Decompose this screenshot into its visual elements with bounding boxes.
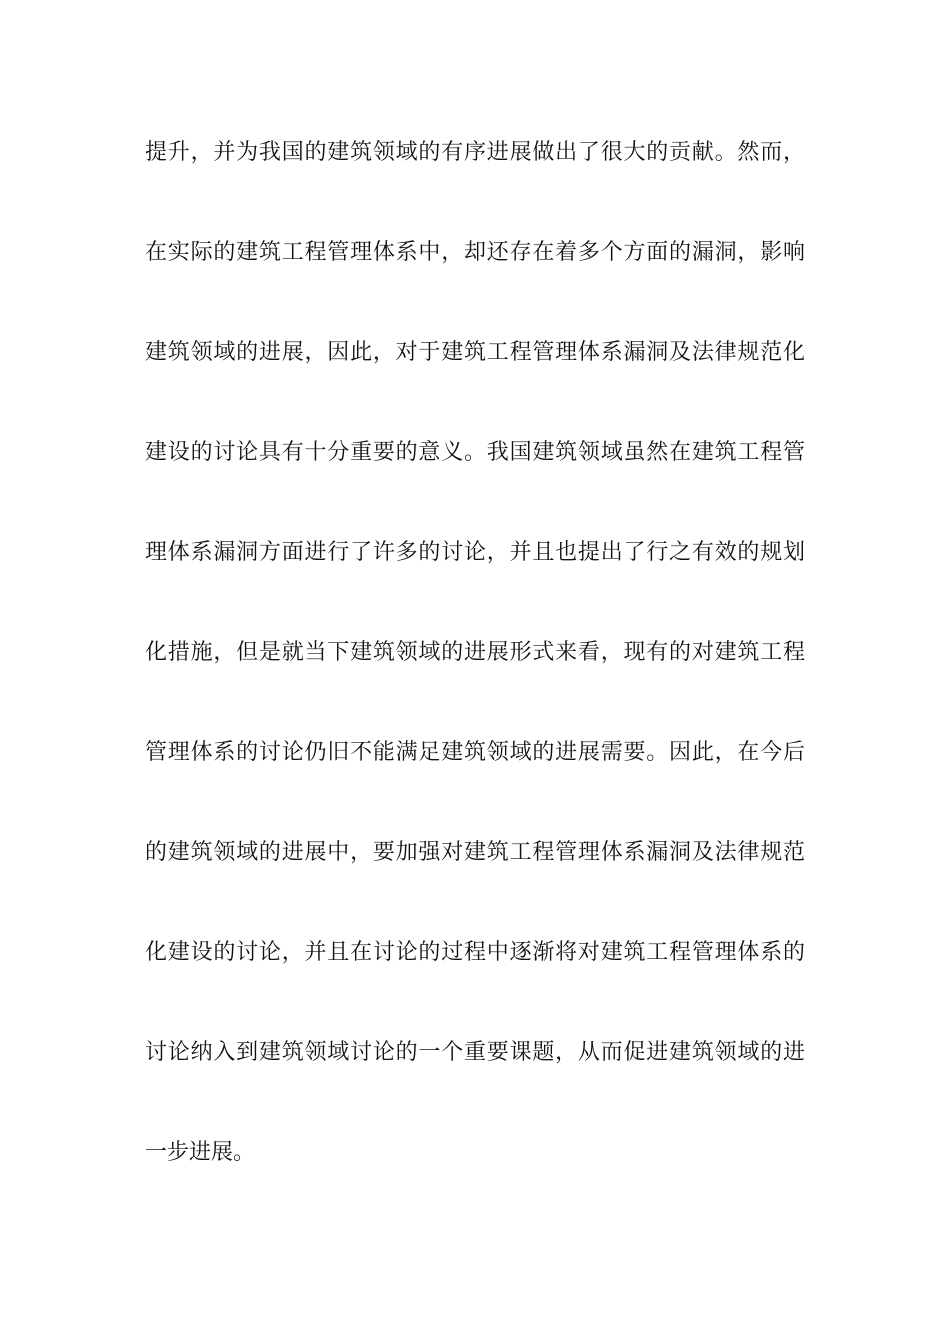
paragraph-line: 管理体系的讨论仍旧不能满足建筑领域的进展需要。因此，在今后 (145, 740, 805, 765)
paragraph-line: 建设的讨论具有十分重要的意义。我国建筑领域虽然在建筑工程管 (145, 440, 805, 465)
paragraph-line-last: 一步进展。 (145, 1140, 256, 1165)
paragraph-line: 建筑领域的进展，因此，对于建筑工程管理体系漏洞及法律规范化 (145, 340, 805, 365)
paragraph-line: 化建设的讨论，并且在讨论的过程中逐渐将对建筑工程管理体系的 (145, 940, 805, 965)
paragraph-line: 在实际的建筑工程管理体系中，却还存在着多个方面的漏洞，影响 (145, 240, 805, 265)
paragraph-line: 提升，并为我国的建筑领域的有序进展做出了很大的贡献。然而， (145, 140, 805, 165)
paragraph-line: 化措施，但是就当下建筑领域的进展形式来看，现有的对建筑工程 (145, 640, 805, 665)
paragraph-line: 讨论纳入到建筑领域讨论的一个重要课题，从而促进建筑领域的进 (145, 1040, 805, 1065)
paragraph-line: 的建筑领域的进展中，要加强对建筑工程管理体系漏洞及法律规范 (145, 840, 805, 865)
paragraph-line: 理体系漏洞方面进行了许多的讨论，并且也提出了行之有效的规划 (145, 540, 805, 565)
